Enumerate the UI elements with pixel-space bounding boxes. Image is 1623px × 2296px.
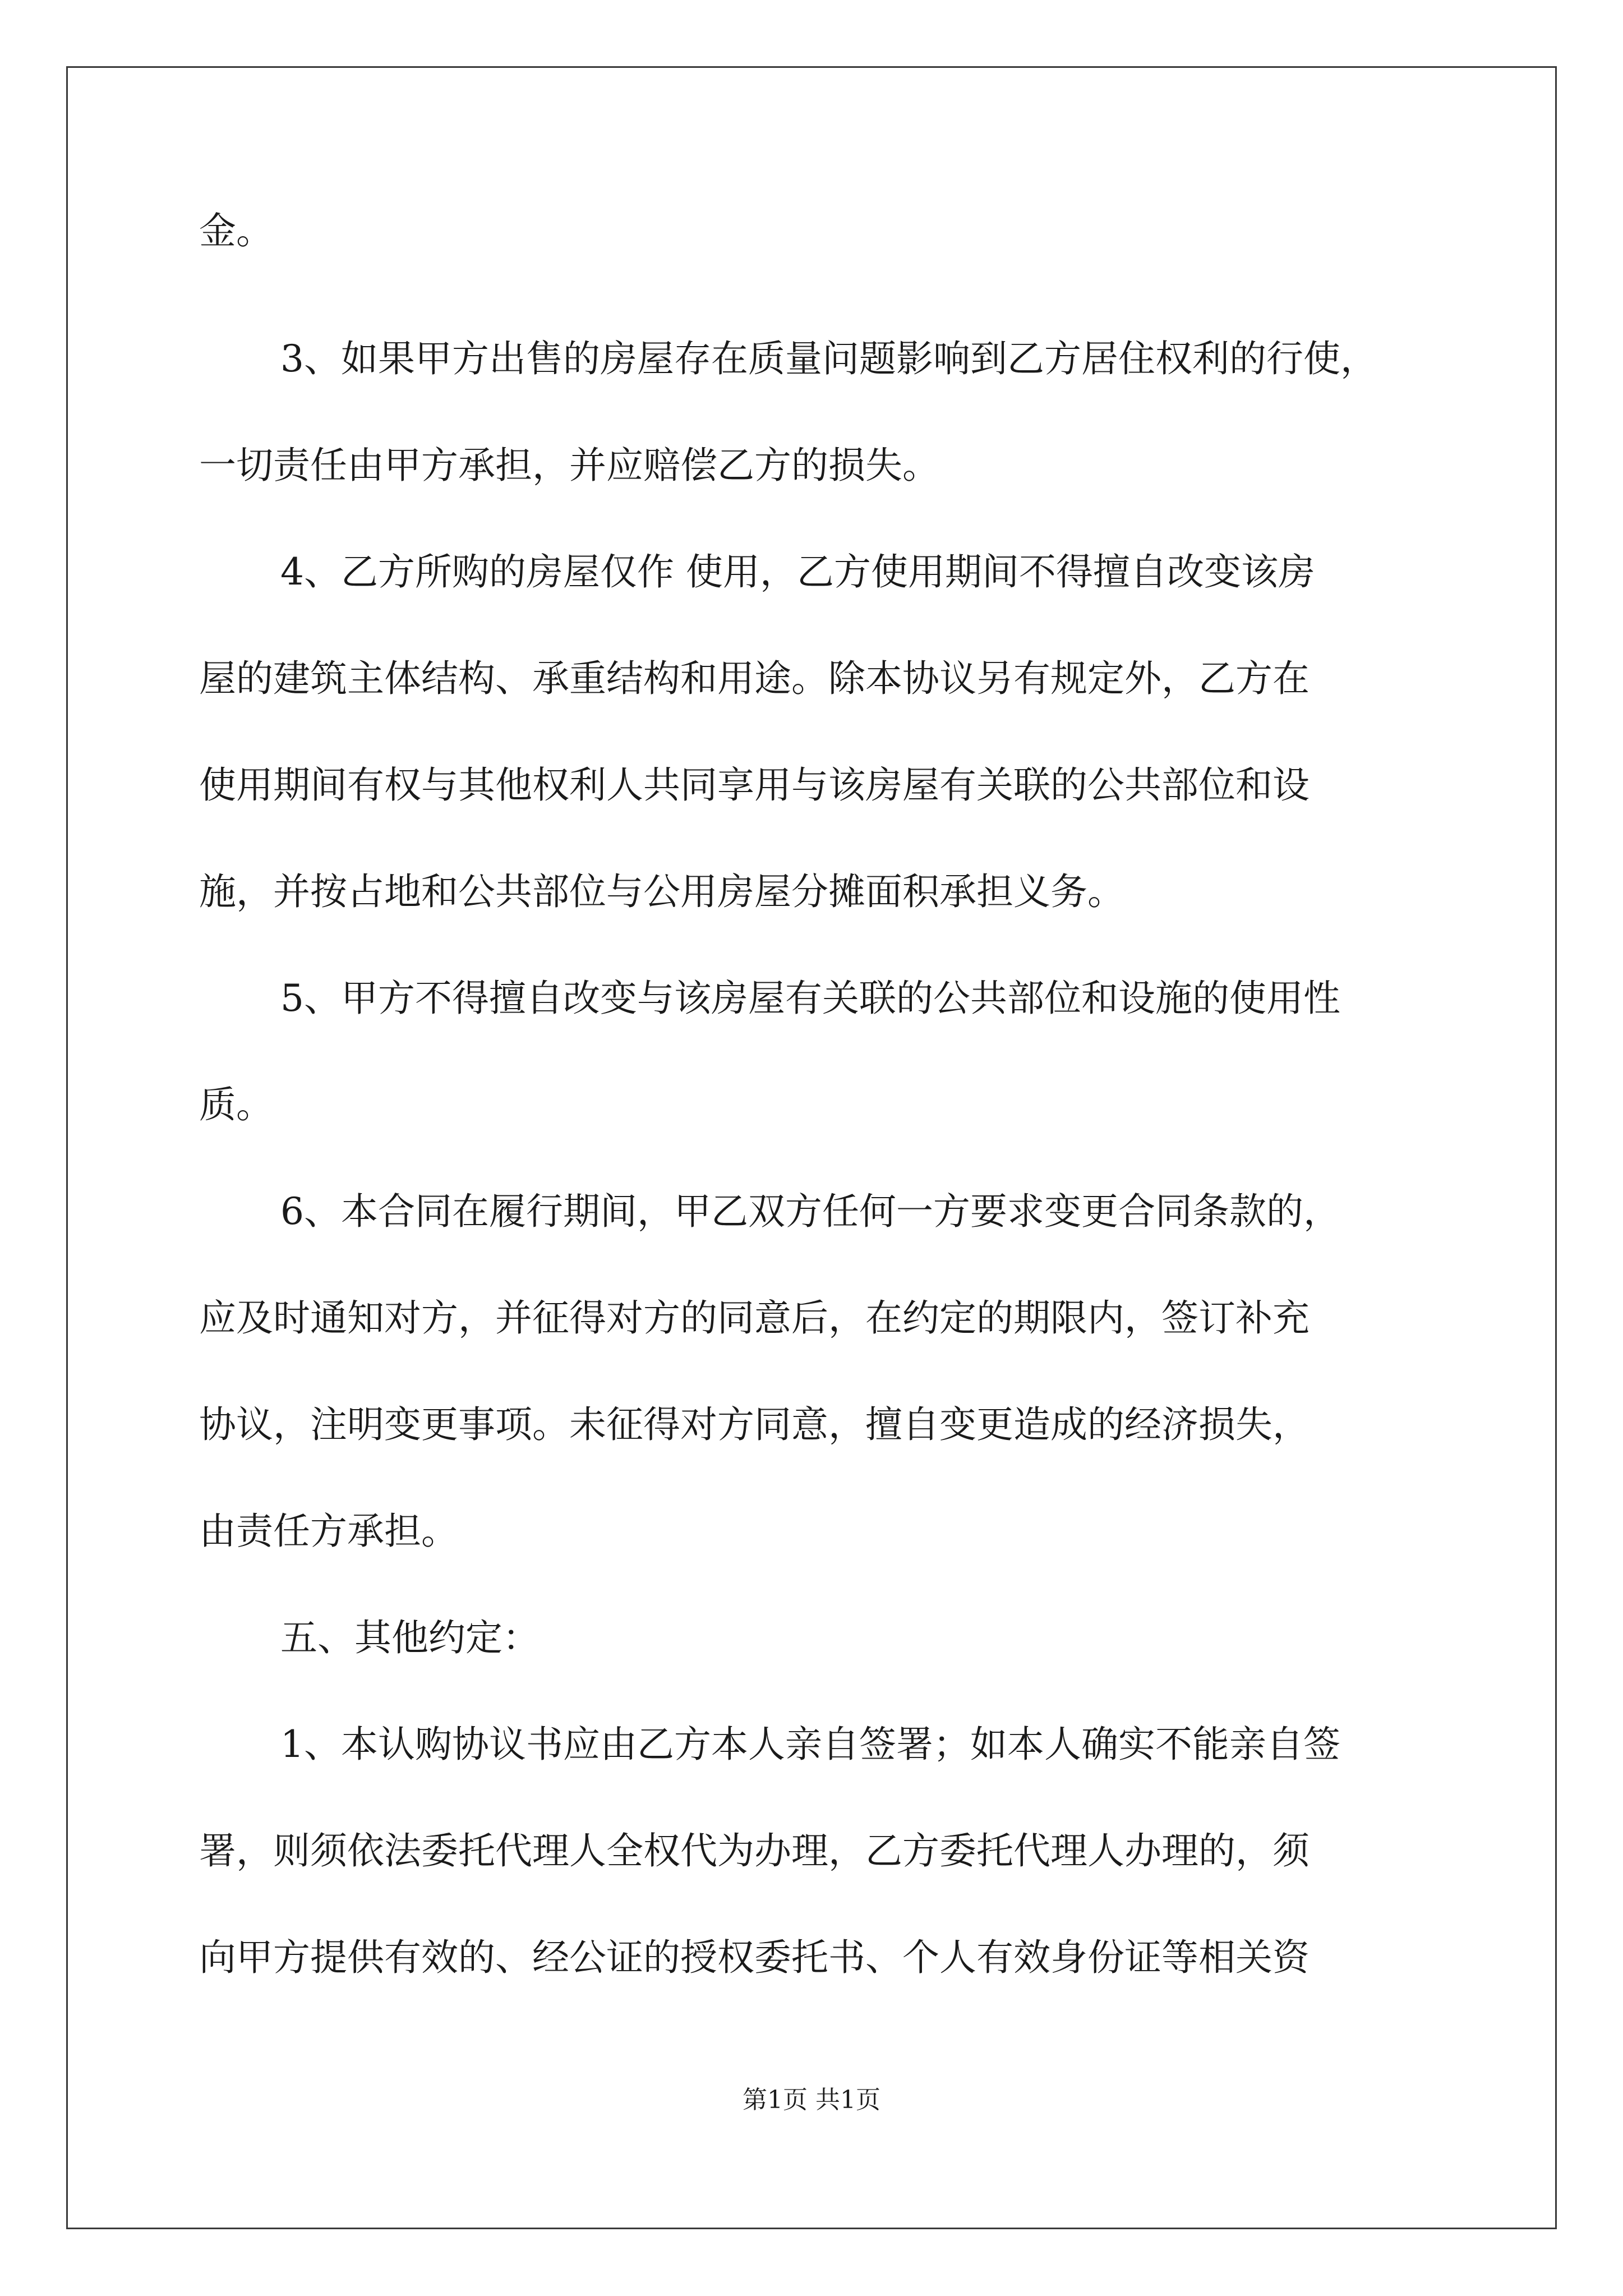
text-line: 质。 [199,1083,273,1126]
text-line: 向甲方提供有效的、经公证的授权委托书、个人有效身份证等相关资 [199,1936,1310,1979]
text-line: 3、如果甲方出售的房屋存在质量问题影响到乙方居住权利的行使， [280,337,1377,380]
page-number: 第1页 共1页 [743,2086,880,2114]
text-line: 屋的建筑主体结构、承重结构和用途。除本协议另有规定外，乙方在 [199,657,1310,700]
text-line: 5、甲方不得擅自改变与该房屋有关联的公共部位和设施的使用性 [280,977,1340,1020]
text-line: 6、本合同在履行期间，甲乙双方任何一方要求变更合同条款的， [280,1190,1340,1233]
text-line: 施，并按占地和公共部位与公用房屋分摊面积承担义务。 [199,870,1124,913]
text-line: 金。 [199,209,273,252]
text-line: 由责任方承担。 [199,1510,458,1553]
text-line: 使用期间有权与其他权利人共同享用与该房屋有关联的公共部位和设 [199,763,1310,807]
text-line: 协议，注明变更事项。未征得对方同意，擅自变更造成的经济损失， [199,1403,1310,1446]
section-heading: 五、其他约定： [280,1616,540,1659]
text-line: 一切责任由甲方承担，并应赔偿乙方的损失。 [199,444,939,487]
text-line: 4、乙方所购的房屋仅作 使用，乙方使用期间不得擅自改变该房 [280,550,1315,593]
page-border [66,66,1557,2229]
text-line: 1、本认购协议书应由乙方本人亲自签署；如本人确实不能亲自签 [280,1723,1340,1766]
text-line: 署，则须依法委托代理人全权代为办理，乙方委托代理人办理的，须 [199,1829,1310,1872]
text-line: 应及时通知对方，并征得对方的同意后，在约定的期限内，签订补充 [199,1296,1310,1340]
